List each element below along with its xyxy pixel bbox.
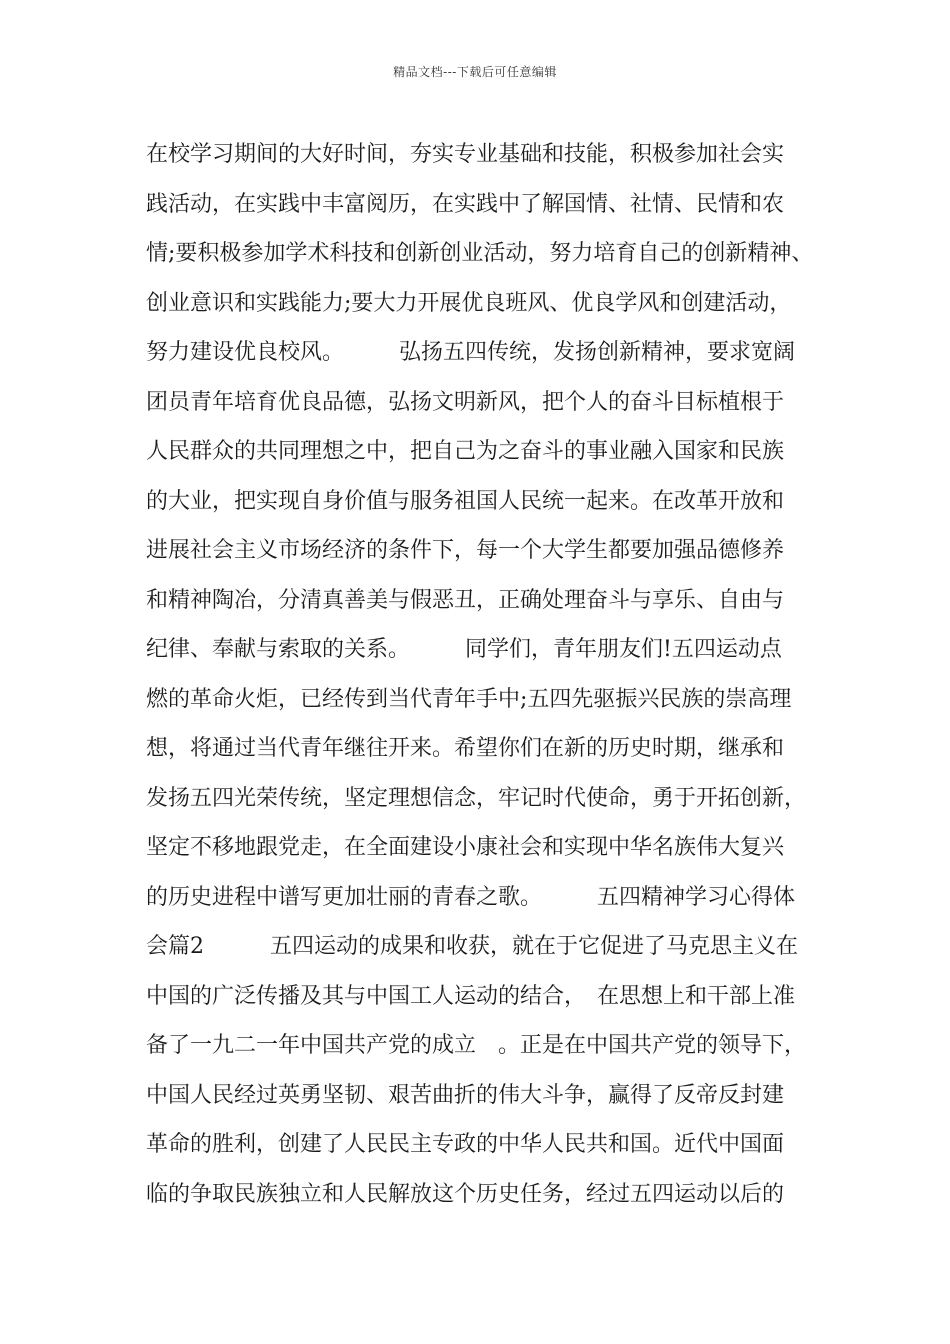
text-line: 想，将通过当代青年继往开来。希望你们在新的历史时期，继承和 <box>146 736 785 761</box>
text-line: 的大业，把实现自身价值与服务祖国人民统一起来。在改革开放和 <box>146 488 785 514</box>
text-line: 中国的广泛传播及其与中国工人运动的结合， 在思想上和干部上准 <box>146 983 796 1009</box>
text-line: 纪律、奉献与索取的关系。 同学们，青年朋友们!五四运动点 <box>146 637 782 662</box>
text-line: 创业意识和实践能力;要大力开展优良班风、优良学风和创建活动， <box>146 290 792 316</box>
text-line: 在校学习期间的大好时间，夯实专业基础和技能，积极参加社会实 <box>146 142 785 167</box>
page-header: 精品文档---下载后可任意编辑 <box>393 65 557 79</box>
text-line: 团员青年培育优良品德，弘扬文明新风，把个人的奋斗目标植根于 <box>146 389 785 415</box>
text-line: 人民群众的共同理想之中，把自己为之奋斗的事业融入国家和民族 <box>146 439 785 464</box>
text-line: 会篇2 五四运动的成果和收获，就在于它促进了马克思主义在 <box>146 934 798 959</box>
text-line: 的历史进程中谱写更加壮丽的青春之歌。 五四精神学习心得体 <box>146 884 796 910</box>
text-line: 备了一九二一年中国共产党的成立 。正是在中国共产党的领导下， <box>146 1033 807 1058</box>
text-line: 中国人民经过英勇坚韧、艰苦曲折的伟大斗争，赢得了反帝反封建 <box>146 1082 785 1108</box>
text-line: 临的争取民族独立和人民解放这个历史任务，经过五四运动以后的 <box>146 1181 785 1207</box>
text-line: 发扬五四光荣传统，坚定理想信念，牢记时代使命，勇于开拓创新， <box>146 785 807 811</box>
text-line: 燃的革命火炬，已经传到当代青年手中;五四先驱振兴民族的崇高理 <box>146 686 792 712</box>
text-line: 践活动，在实践中丰富阅历，在实践中了解国情、社情、民情和农 <box>146 191 785 217</box>
text-line: 革命的胜利，创建了人民民主专政的中华人民共和国。近代中国面 <box>146 1132 785 1157</box>
text-line: 坚定不移地跟党走，在全面建设小康社会和实现中华名族伟大复兴 <box>146 835 785 860</box>
text-line: 和精神陶冶，分清真善美与假恶丑，正确处理奋斗与享乐、自由与 <box>146 587 785 613</box>
body-text <box>146 130 846 1219</box>
text-line: 情;要积极参加学术科技和创新创业活动，努力培育自己的创新精神、 <box>146 241 814 266</box>
text-line: 进展社会主义市场经济的条件下，每一个大学生都要加强品德修养 <box>146 538 785 563</box>
text-line: 努力建设优良校风。 弘扬五四传统，发扬创新精神，要求宽阔 <box>146 340 796 365</box>
